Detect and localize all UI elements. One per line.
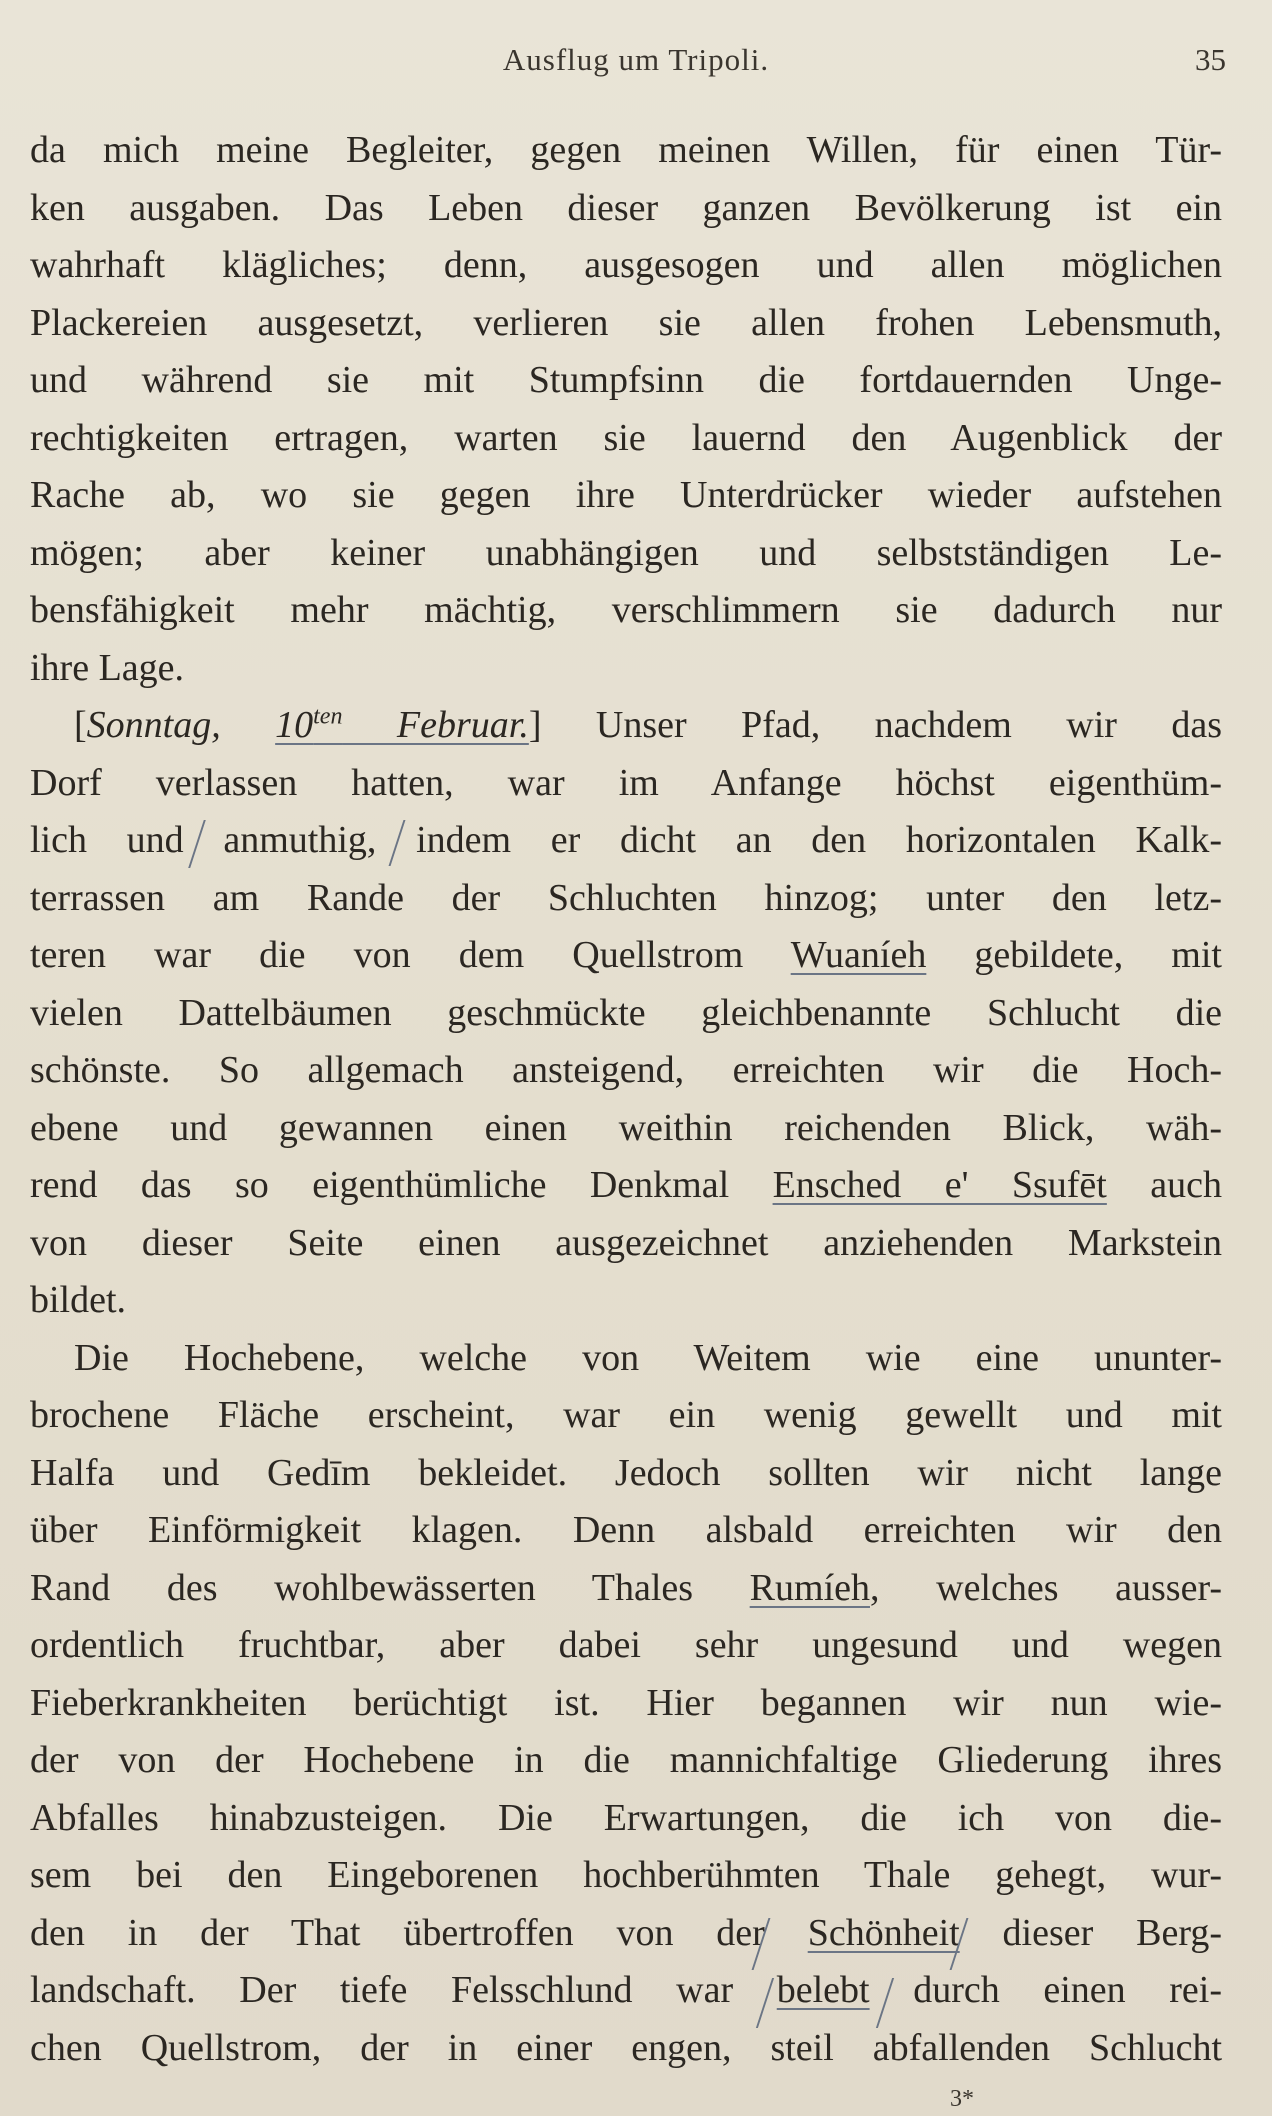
text-line: lich und anmuthig, indem er dicht an den horizontalen Kalk- <box>30 819 1222 861</box>
text-line: Die Hochebene, welche von Weitem wie eine ununter- <box>74 1336 1222 1379</box>
text-line-marked <box>30 927 1222 985</box>
text-line: mögen; aber keiner unabhängigen und selbstständigen Le- <box>30 531 1222 574</box>
text-line: wahrhaft klägliches; denn, ausgesogen und allen möglichen <box>30 244 1222 286</box>
text-line: Fieberkrankheiten berüchtigt ist. Hier begannen wir nun wie- <box>30 1681 1222 1724</box>
text-segment: durch einen rei- <box>869 1969 1222 2011</box>
text-segment: Rand des wohlbewässerten Thales <box>30 1566 750 1609</box>
underlined-place-name: Wuaníeh <box>790 934 927 976</box>
date-number: 10 <box>275 704 314 746</box>
text-line: da mich meine Begleiter, gegen meinen Willen, für einen Tür- <box>30 129 1222 171</box>
text-segment: dieser Berg- <box>959 1911 1222 1954</box>
text-line: terrassen am Rande der Schluchten hinzog; unter den letz- <box>30 876 1222 919</box>
text-line-marked <box>30 1962 1222 2020</box>
text-segment: gebildete, mit <box>926 934 1222 976</box>
underlined-word: belebt <box>776 1969 870 2011</box>
page-header <box>0 42 1272 92</box>
date-month: Februar. <box>342 704 529 746</box>
text-line: schönste. So allgemach ansteigend, erreichten wir die Hoch- <box>30 1049 1222 1091</box>
text-line: ordentlich fruchtbar, aber dabei sehr ungesund und wegen <box>30 1624 1222 1666</box>
text-line: brochene Fläche erscheint, war ein wenig gewellt und mit <box>30 1394 1222 1436</box>
text-line-marked <box>30 1157 1222 1215</box>
running-title: Ausflug um Tripoli. <box>502 42 770 77</box>
body-text <box>30 122 1222 2077</box>
text-line: vielen Dattelbäumen geschmückte gleichbenannte Schlucht die <box>30 991 1222 1034</box>
text-line: ebene und gewannen einen weithin reichenden Blick, wäh- <box>30 1106 1222 1149</box>
text-segment: , welches ausser- <box>870 1566 1222 1609</box>
text-segment: den in der That übertroffen von der <box>30 1911 808 1954</box>
text-line-dated <box>30 697 1222 755</box>
text-line: der von der Hochebene in die mannichfaltige Gliederung ihres <box>30 1739 1222 1781</box>
text-line: Halfa und Gedīm bekleidet. Jedoch sollten wir nicht lange <box>30 1451 1222 1494</box>
text-line: von dieser Seite einen ausgezeichnet anziehenden Markstein <box>30 1221 1222 1264</box>
text-line: Rache ab, wo sie gegen ihre Unterdrücker wieder aufstehen <box>30 474 1222 516</box>
text-line: ihre Lage. <box>30 646 185 689</box>
text-line: Abfalles hinabzusteigen. Die Erwartungen, die ich von die- <box>30 1796 1222 1839</box>
text-line: chen Quellstrom, der in einer engen, steil abfallenden Schlucht <box>30 2026 1222 2069</box>
underlined-word: Schönheit <box>807 1911 960 1954</box>
underlined-place-name: Rumíeh <box>749 1566 870 1609</box>
underlined-place-name: Ensched e' Ssufēt <box>772 1164 1107 1206</box>
date-bracket-close: ] <box>528 704 542 746</box>
text-segment: auch <box>1106 1164 1223 1206</box>
page-number: 35 <box>1195 42 1226 77</box>
text-line: ken ausgaben. Das Leben dieser ganzen Bevölkerung ist ein <box>30 186 1222 229</box>
text-line: rechtigkeiten ertragen, warten sie lauernd den Augenblick der <box>30 416 1222 459</box>
text-line: sem bei den Eingeborenen hochberühmten Thale gehegt, wur- <box>30 1854 1222 1896</box>
text-segment: landschaft. Der tiefe Felsschlund war <box>30 1969 777 2011</box>
date-underlined <box>275 704 529 746</box>
date-day: Sonntag, <box>86 704 276 746</box>
text-line-marked <box>30 1905 1222 1963</box>
text-line-marked <box>30 1560 1222 1618</box>
date-suffix: ten <box>313 703 343 730</box>
text-segment: Unser Pfad, nachdem wir das <box>541 704 1222 746</box>
text-line: bildet. <box>30 1279 127 1321</box>
text-line: und während sie mit Stumpfsinn die fortdauernden Unge- <box>30 359 1222 401</box>
signature-mark: 3* <box>950 2086 974 2112</box>
text-line: bensfähigkeit mehr mächtig, verschlimmern sie dadurch nur <box>30 589 1222 631</box>
text-line: Dorf verlassen hatten, war im Anfange höchst eigenthüm- <box>30 761 1222 804</box>
text-line: Plackereien ausgesetzt, verlieren sie allen frohen Lebensmuth, <box>30 301 1222 344</box>
text-line: über Einförmigkeit klagen. Denn alsbald erreichten wir den <box>30 1509 1222 1551</box>
text-segment: teren war die von dem Quellstrom <box>30 934 791 976</box>
date-bracket-open: [ <box>74 704 87 746</box>
text-segment: rend das so eigenthümliche Denkmal <box>30 1164 773 1206</box>
